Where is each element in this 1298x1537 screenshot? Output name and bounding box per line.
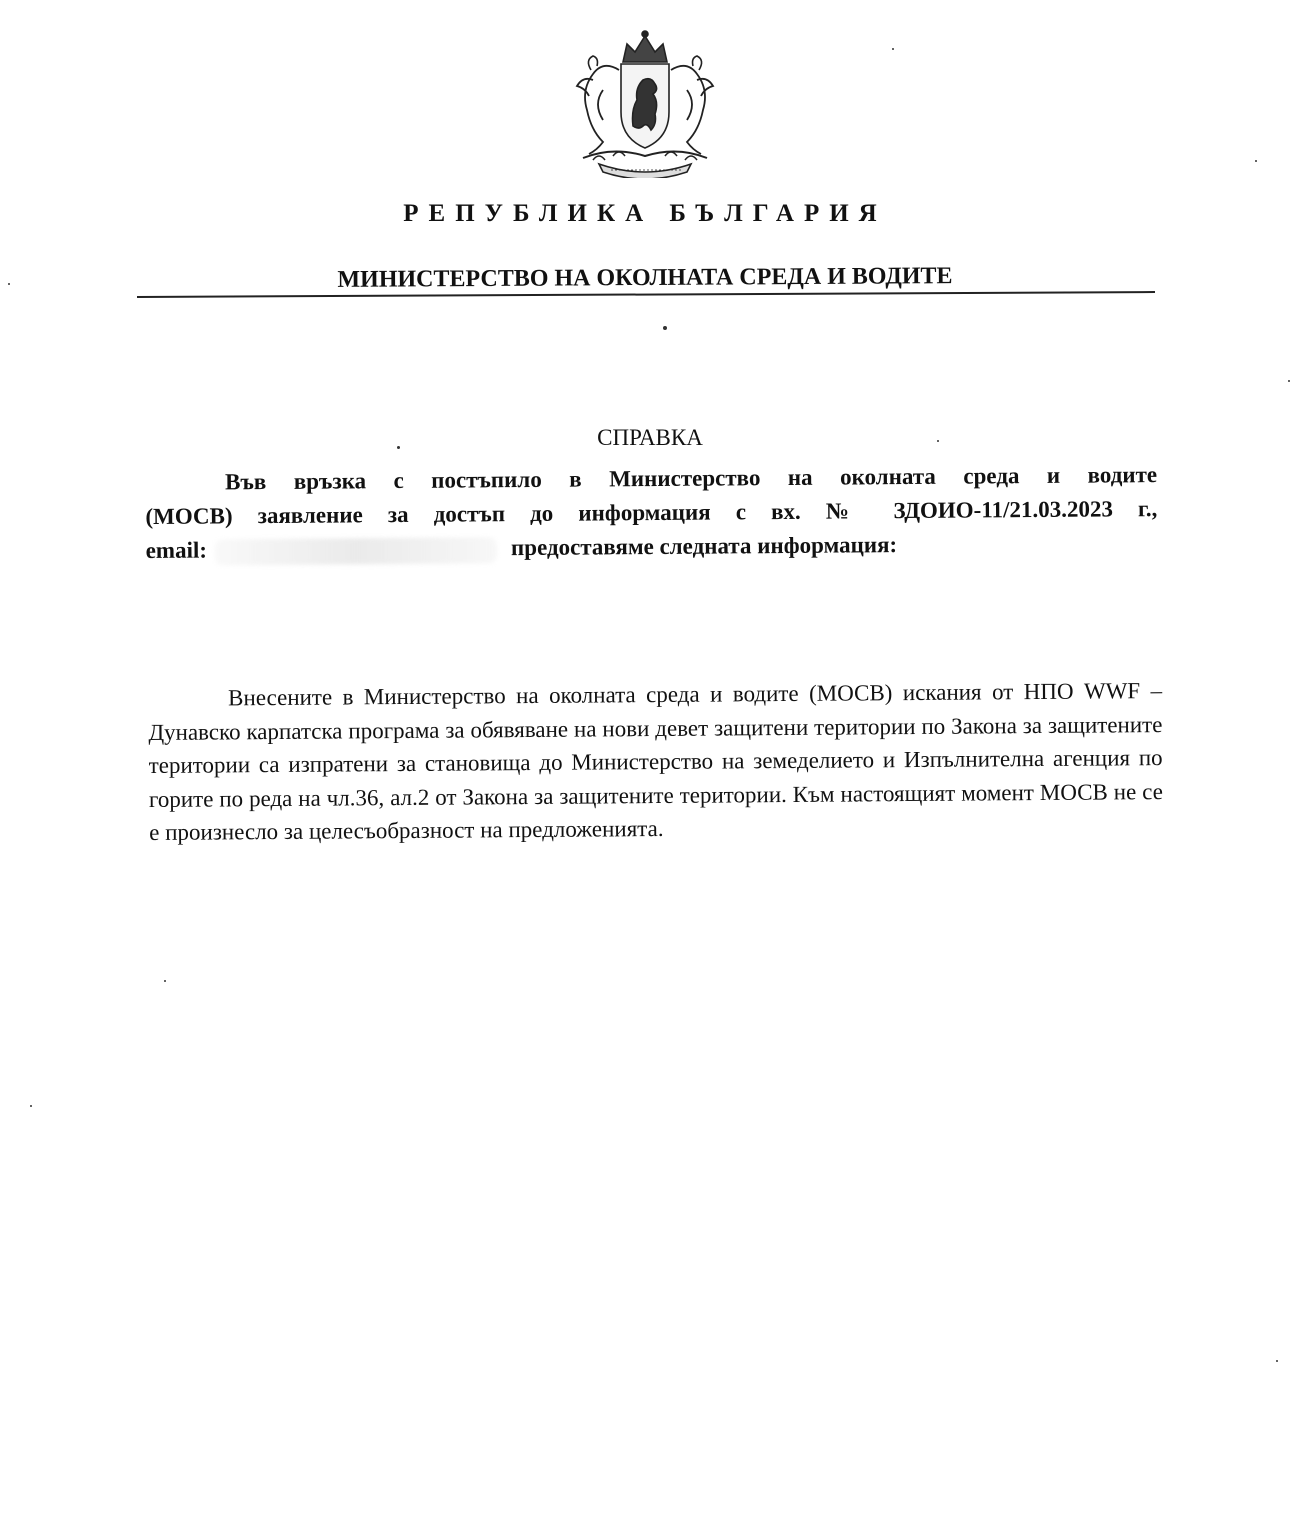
intro-line-3-rest: предоставяме следната информация:: [510, 532, 898, 561]
scan-speck: [663, 326, 667, 330]
scan-speck: [1288, 380, 1290, 382]
ministry-heading: МИНИСТЕРСТВО НА ОКОЛНАТА СРЕДА И ВОДИТЕ: [337, 263, 953, 293]
intro-line-1: Във връзка с постъпило в Министерство на околната среда и водите: [225, 462, 1158, 495]
body-paragraph: Внесените в Министерство на околната среда и водите (МОСВ) искания от НПО WWF – Дунавско карпатска програма за обявяване на нови девет защитени територии по Закона за защитените територии са изпратени за становища до Министерство на земеделието и Изпълнителна агенция по горите по реда на чл.36, ал.2 от Закона за защитените територии. Към настоящият момент МОСВ не се е произнесло за целесъобразност на предложенията.: [148, 678, 1163, 845]
scan-speck: [8, 283, 10, 285]
country-heading: РЕПУБЛИКА БЪЛГАРИЯ: [403, 200, 887, 227]
document-title: СПРАВКА: [597, 425, 703, 450]
scan-speck: [30, 1105, 32, 1107]
scan-speck: [1276, 1360, 1278, 1362]
scan-speck: [892, 48, 894, 50]
scan-speck: [937, 440, 939, 442]
bulgarian-coat-of-arms-icon: [563, 30, 727, 178]
scan-speck: [1255, 160, 1257, 162]
email-label: email:: [145, 537, 208, 563]
intro-line-2: (МОСВ) заявление за достъп до информация с вх. № ЗДОИО-11/21.03.2023 г.,: [145, 496, 1158, 529]
email-redaction: [215, 537, 497, 565]
scan-speck: [164, 980, 166, 982]
body-section: [148, 674, 1163, 849]
intro-paragraph: [145, 458, 1158, 568]
scan-speck: [397, 446, 400, 449]
intro-line-3: [146, 526, 1158, 568]
